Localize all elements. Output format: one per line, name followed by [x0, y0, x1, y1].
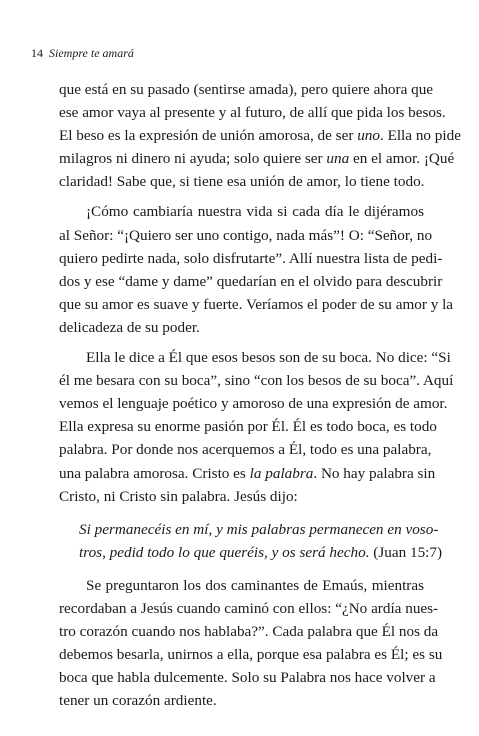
- text-line: una palabra amorosa. Cristo es la palabra. No hay palabra sin: [59, 464, 436, 482]
- quote-line: Si permanecéis en mí, y mis palabras permanecen en voso-: [79, 520, 439, 538]
- emphasized-word: una: [326, 150, 350, 168]
- emphasized-word: uno: [357, 127, 380, 145]
- text-line: ese amor vaya al presente y al futuro, de allí que pida los besos.: [59, 104, 446, 122]
- text-line: dos y ese “dame y dame” quedarían en el olvido para descubrir: [59, 272, 443, 290]
- paragraph-2: [59, 200, 454, 339]
- book-title: Siempre te amará: [49, 46, 134, 60]
- body-text: [59, 78, 461, 712]
- text-line: delicadeza de su poder.: [59, 318, 200, 336]
- text-line: él me besara con su boca”, sino “con los besos de su boca”. Aquí: [59, 372, 454, 390]
- text-line: Cristo, ni Cristo sin palabra. Jesús dijo:: [59, 487, 298, 505]
- text-line: debemos besarla, unirnos a ella, porque esa palabra es Él; es su: [59, 646, 443, 664]
- text-line: Se preguntaron los dos caminantes de Emaús, mientras: [86, 576, 424, 594]
- text-line: Ella le dice a Él que esos besos son de su boca. No dice: “Si: [86, 349, 451, 367]
- text-line: ¡Cómo cambiaría nuestra vida si cada día le dijéramos: [86, 203, 424, 221]
- quote-line: [79, 541, 443, 564]
- text-line: El beso es la expresión de unión amorosa, de ser uno. Ella no pide: [59, 127, 461, 145]
- quote-text: tros, pedid todo lo que queréis, y os será hecho.: [79, 543, 370, 561]
- paragraph-4: [59, 574, 443, 713]
- text-line: palabra. Por donde nos acerquemos a Él, todo es una palabra,: [59, 441, 432, 459]
- text-line: claridad! Sabe que, si tiene esa unión de amor, lo tiene todo.: [59, 173, 425, 191]
- text-line: vemos el lenguaje poético y amoroso de una expresión de amor.: [59, 395, 448, 413]
- text-line: recordaban a Jesús cuando caminó con ellos: “¿No ardía nues-: [59, 599, 439, 617]
- text-line: milagros ni dinero ni ayuda; solo quiere ser una en el amor. ¡Qué: [59, 150, 455, 168]
- text-line: Ella expresa su enorme pasión por Él. Él es todo boca, es todo: [59, 418, 437, 436]
- text-line: que su amor es suave y fuerte. Veríamos el poder de su amor y la: [59, 295, 454, 313]
- text-line: tener un corazón ardiente.: [59, 692, 217, 710]
- paragraph-3: [59, 346, 454, 508]
- scripture-reference: (Juan 15:7): [373, 543, 443, 561]
- text-line: boca que habla dulcemente. Solo su Palabra nos hace volver a: [59, 669, 436, 687]
- text-line: que está en su pasado (sentirse amada), pero quiere ahora que: [59, 81, 434, 98]
- paragraph-1: [59, 78, 461, 193]
- block-quote: [59, 518, 443, 564]
- text-line: tro corazón cuando nos hablaba?”. Cada palabra que Él nos da: [59, 623, 439, 641]
- running-header: [31, 46, 134, 60]
- text-line: al Señor: “¡Quiero ser uno contigo, nada más”! O: “Señor, no: [59, 226, 433, 244]
- text-line: quiero pedirte nada, solo disfrutarte”. Allí nuestra lista de pedi-: [59, 249, 443, 267]
- emphasized-word: la palabra: [249, 464, 314, 482]
- page-number: 14: [31, 46, 43, 60]
